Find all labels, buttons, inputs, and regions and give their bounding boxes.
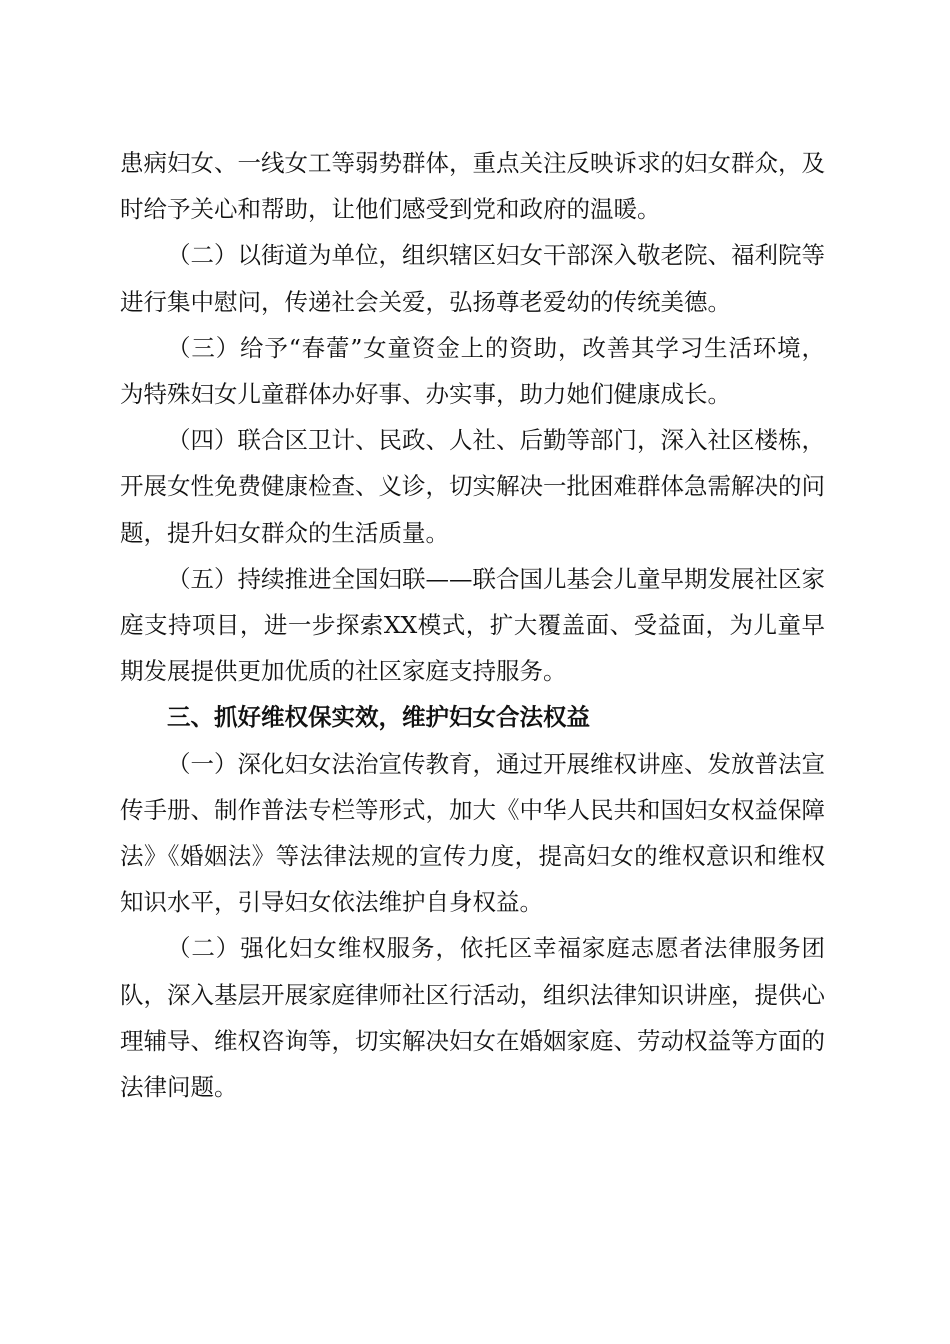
paragraph-item-4-health-check: （四）联合区卫计、民政、人社、后勤等部门，深入社区楼栋，开展女性免费健康检查、义诊，切实解决一批困难群体急需解决的问题，提升妇女群众的生活质量。 — [120, 426, 825, 547]
section-heading-3: 三、抓好维权保实效，维护妇女合法权益 — [167, 703, 590, 732]
paragraph-item-2-consolation: （二）以街道为单位，组织辖区妇女干部深入敬老院、福利院等进行集中慰问，传递社会关爱，弘扬尊老爱幼的传统美德。 — [120, 241, 825, 316]
paragraph-continuation: 患病妇女、一线女工等弱势群体，重点关注反映诉求的妇女群众，及时给予关心和帮助，让他们感受到党和政府的温暖。 — [120, 149, 825, 224]
document-body — [120, 140, 825, 1110]
paragraph-item-3-chunlei: （三）给予“春蕾”女童资金上的资助，改善其学习生活环境，为特殊妇女儿童群体办好事、办实事，助力她们健康成长。 — [120, 333, 825, 409]
paragraph-item-5-early-development: （五）持续推进全国妇联——联合国儿基会儿童早期发展社区家庭支持项目，进一步探索XX模式，扩大覆盖面、受益面，为儿童早期发展提供更加优质的社区家庭支持服务。 — [120, 564, 825, 686]
paragraph-item-1-legal-education: （一）深化妇女法治宣传教育，通过开展维权讲座、发放普法宣传手册、制作普法专栏等形式，加大《中华人民共和国妇女权益保障法》《婚姻法》等法律法规的宣传力度，提高妇女的维权意识和维权知识水平，引导妇女依法维护自身权益。 — [120, 749, 825, 917]
paragraph-item-2-rights-service: （二）强化妇女维权服务，依托区幸福家庭志愿者法律服务团队，深入基层开展家庭律师社区行活动，组织法律知识讲座，提供心理辅导、维权咨询等，切实解决妇女在婚姻家庭、劳动权益等方面的法律问题。 — [120, 934, 825, 1102]
